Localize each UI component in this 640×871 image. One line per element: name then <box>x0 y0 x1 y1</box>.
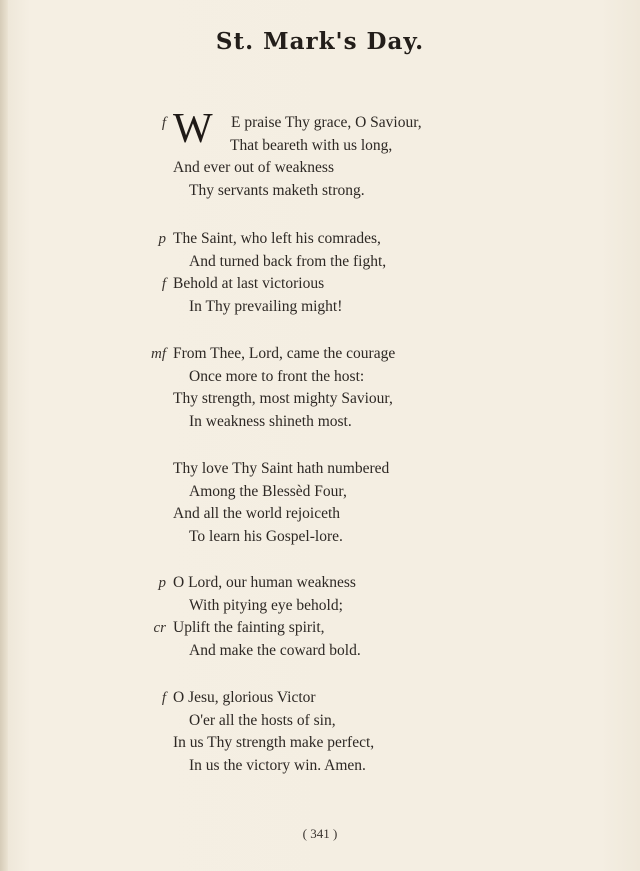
verse-line: In weakness shineth most. <box>189 412 352 430</box>
page-number: ( 341 ) <box>302 826 338 841</box>
verse-line: Uplift the fainting spirit, <box>173 619 325 636</box>
verse-line: And make the coward bold. <box>189 641 361 659</box>
page-spine <box>0 0 8 871</box>
verse-line: And ever out of weakness <box>173 159 334 176</box>
dynamic-mark: f <box>161 276 166 292</box>
hymn-title: St. Mark's Day. <box>215 28 425 55</box>
dynamic-mark: f <box>161 115 166 131</box>
verse-line: O Lord, our human weakness <box>173 574 356 591</box>
verse-line: Among the Blessèd Four, <box>189 482 347 500</box>
verse-line: Thy strength, most mighty Saviour, <box>173 390 393 407</box>
verse-line: And turned back from the fight, <box>189 252 387 270</box>
verse-line: In us the victory win. Amen. <box>189 756 366 774</box>
verse-line: In Thy prevailing might! <box>189 297 343 315</box>
dynamic-mark: mf <box>151 346 166 362</box>
verse-line: In us Thy strength make perfect, <box>173 734 375 751</box>
verse-line: Thy servants maketh strong. <box>189 181 365 199</box>
dynamic-mark: f <box>161 690 166 706</box>
verse-line: To learn his Gospel-lore. <box>189 527 343 545</box>
verse-line: And all the world rejoiceth <box>173 505 341 522</box>
dynamic-mark: p <box>158 231 166 247</box>
verse-line: O'er all the hosts of sin, <box>189 711 336 729</box>
verse-line: Thy love Thy Saint hath numbered <box>173 460 390 477</box>
verse-line: Once more to front the host: <box>189 367 365 385</box>
verse-line: The Saint, who left his comrades, <box>173 230 381 247</box>
dynamic-mark: cr <box>153 620 166 636</box>
verse-line: Behold at last victorious <box>173 275 325 292</box>
verse-line: O Jesu, glorious Victor <box>173 689 316 706</box>
verse-line: From Thee, Lord, came the courage <box>173 345 396 362</box>
verse-line: E praise Thy grace, O Saviour, <box>231 114 422 131</box>
drop-cap: W <box>173 106 213 152</box>
verse-line: That beareth with us long, <box>230 136 393 154</box>
verse-line: With pitying eye behold; <box>189 596 343 614</box>
dynamic-mark: p <box>158 575 166 591</box>
